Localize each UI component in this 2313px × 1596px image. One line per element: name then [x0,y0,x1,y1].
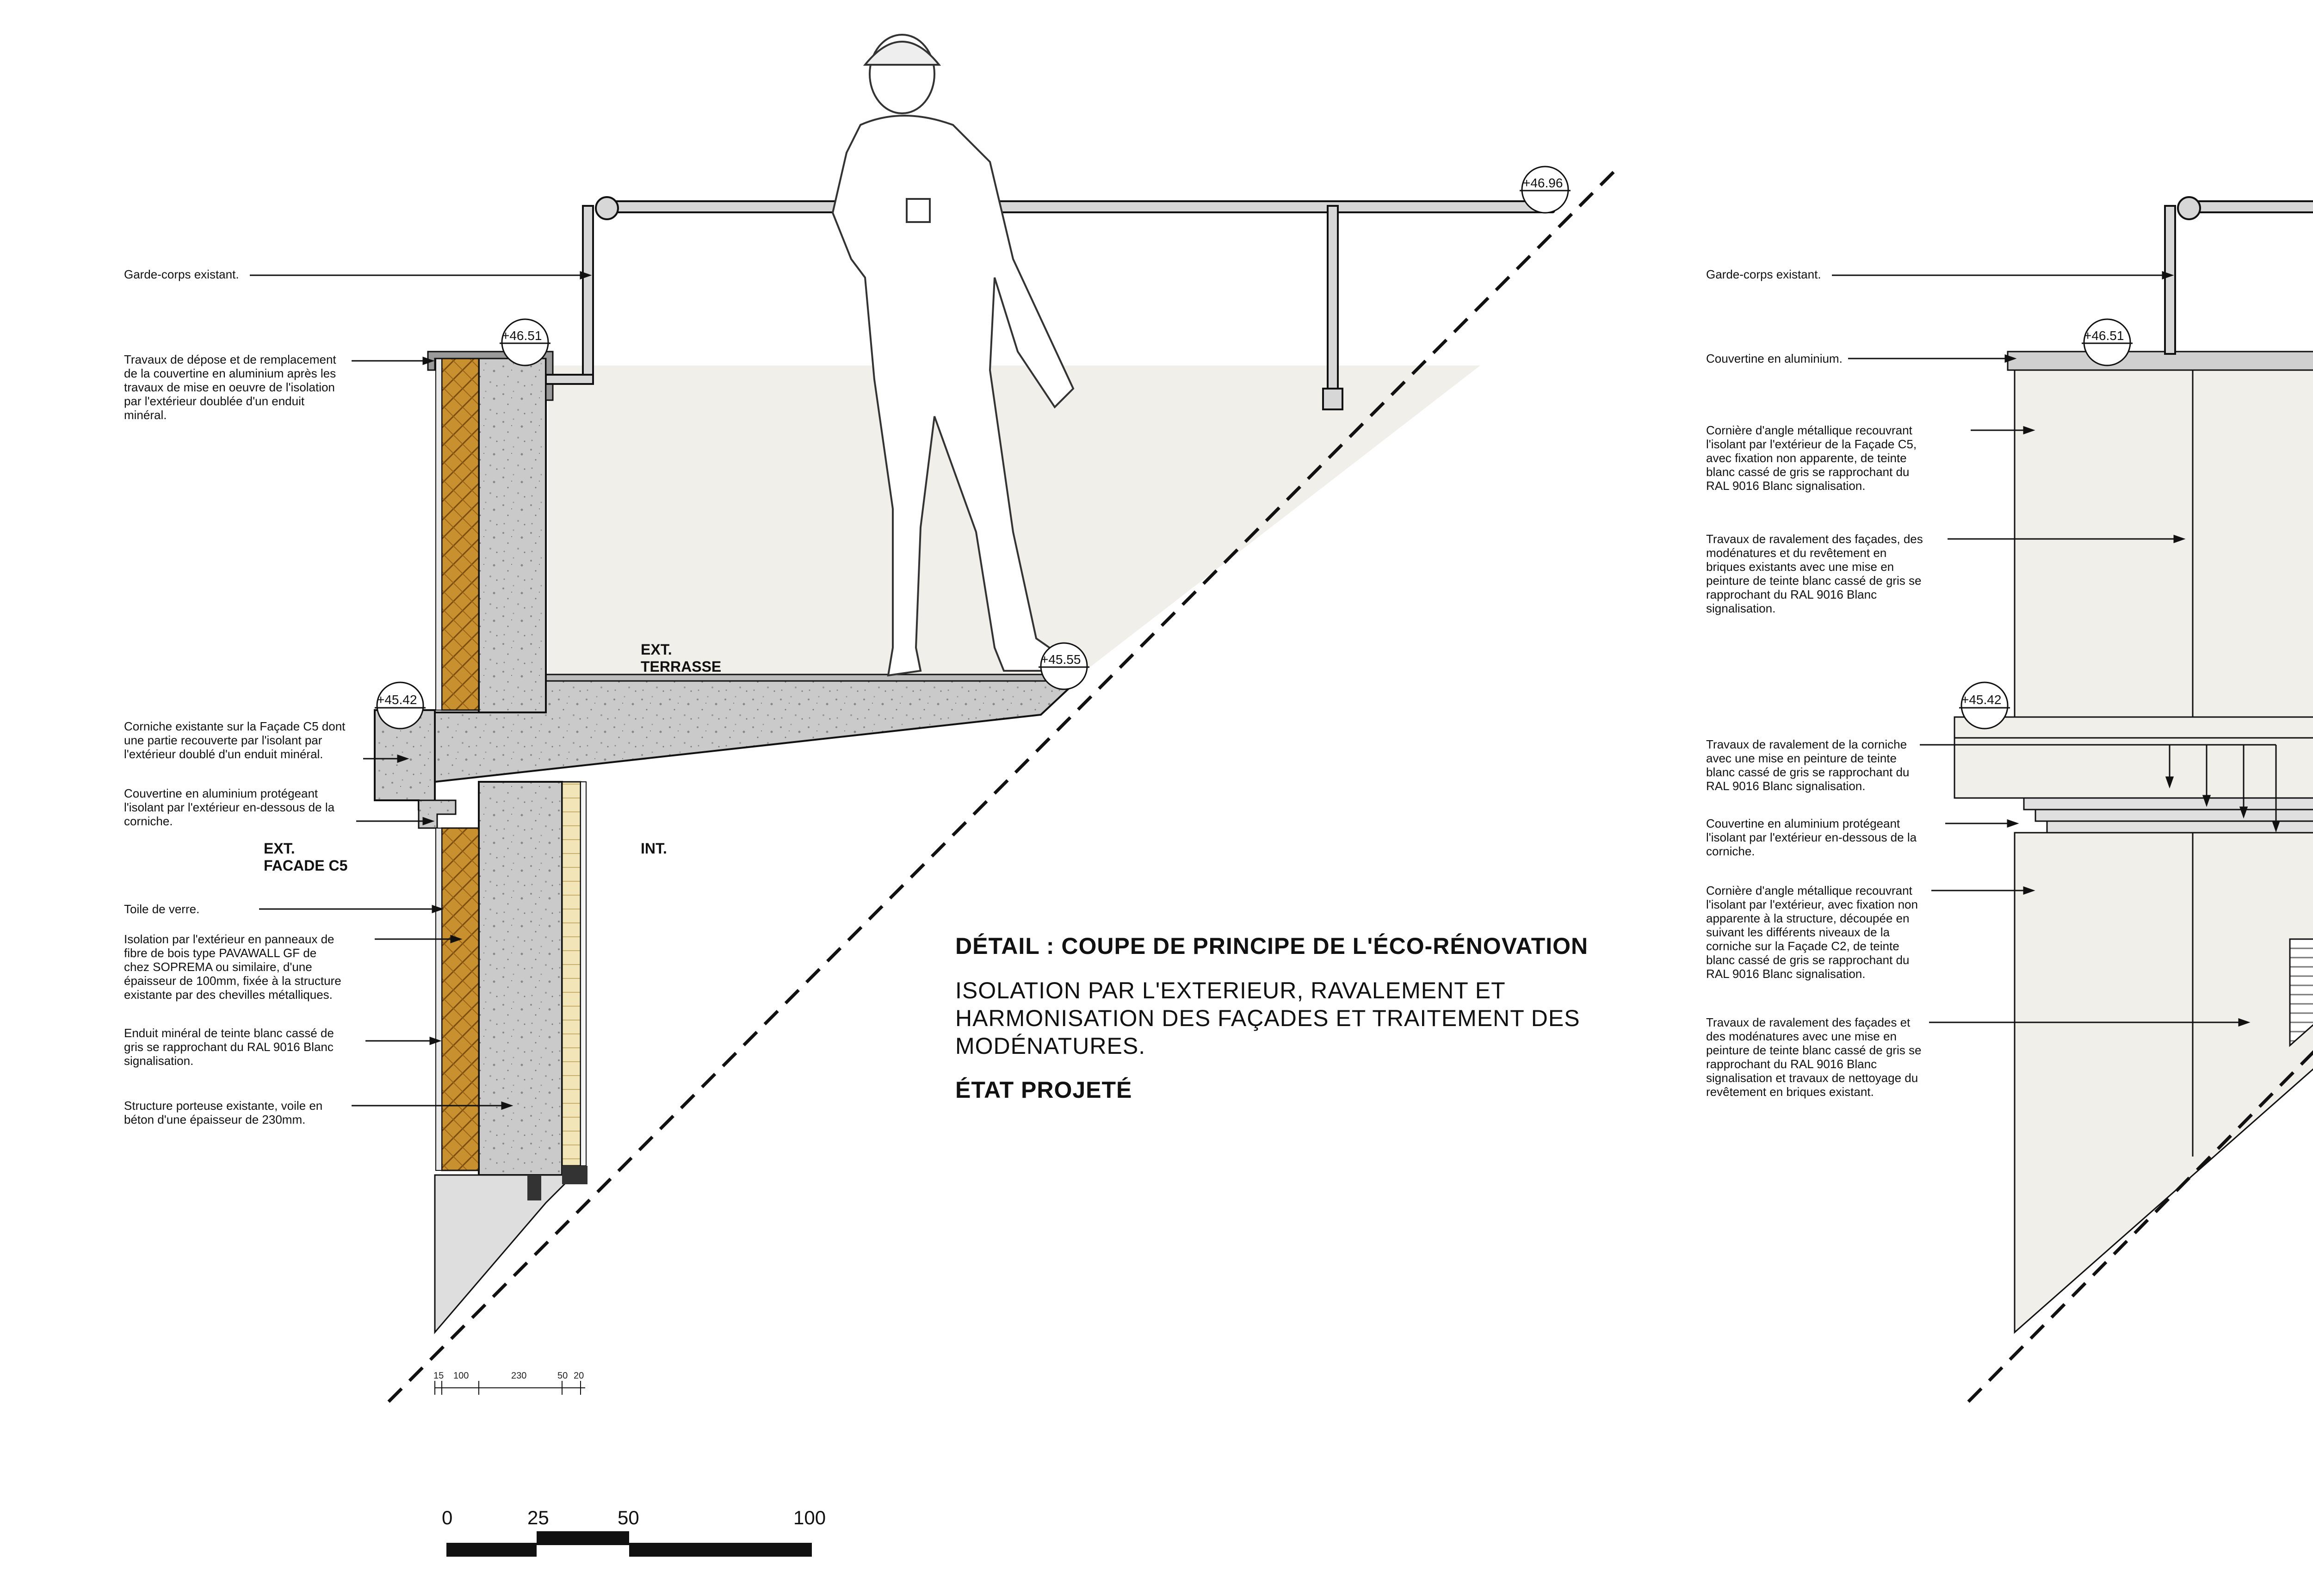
label-ext-terrasse-1: EXT. [641,641,672,658]
dimension-chain [433,1371,585,1395]
note-r-garde-corps: Garde-corps existant. [1706,267,1821,281]
corniche-step-2 [2035,810,2313,821]
facade-upper [2015,365,2313,717]
level-45-42-right: +45.42 [1961,693,2002,707]
dim-20: 20 [574,1371,584,1381]
note-garde-corps: Garde-corps existant. [124,267,239,281]
label-ext-terrasse-2: TERRASSE [641,658,722,675]
note-enduit: Enduit minéral de teinte blanc cassé de gris se rapprochant du RAL 9016 Blanc signalisation. [124,1026,334,1068]
corniche-step-1 [2024,798,2313,810]
title-block-left [955,932,1649,1103]
note-r-corniere: Cornière d'angle métallique recouvrant l'isolant par l'extérieur de la Façade C5, avec fixation non apparente, de teinte blanc cassé de gris se rapprochant du RAL 9016 Blanc signalisation. [1706,423,1917,493]
dim-230: 230 [511,1371,527,1381]
guardrail-right [2165,197,2313,354]
parapet-render [436,356,442,710]
scale-0: 0 [442,1507,453,1528]
parapet-concrete-wall [479,356,546,712]
scale-50: 50 [618,1507,639,1528]
note-r-ravalement-briques: Travaux de ravalement des façades et des modénatures avec une mise en peinture de teinte blanc cassé de gris se rapprochant du RAL 9016 Blanc signalisation et travaux de nettoyage du revêtement en briques existant. [1706,1015,1922,1099]
coping-right [2008,352,2313,370]
corniche-band-2 [1954,738,2313,798]
level-46-51: +46.51 [502,328,542,343]
title-left: DÉTAIL : COUPE DE PRINCIPE DE L'ÉCO-RÉNOVATION [955,933,1589,959]
corniche-band-1 [1954,717,2313,738]
parapet-insulation [442,356,479,710]
interior-lining [562,782,581,1166]
level-46-51-right: +46.51 [2084,328,2124,343]
lower-concrete-wall [479,782,562,1175]
ground-below [435,1175,574,1332]
note-structure: Structure porteuse existante, voile en béton d'une épaisseur de 230mm. [124,1099,323,1126]
note-r-corniere-c2: Cornière d'angle métallique recouvrant l'isolant par l'extérieur, avec fixation non apparente à la structure, découpée en suivant les différents niveaux de la corniche sur la Façade C2, de teinte blanc cassé de gris se rapprochant du RAL 9016 Blanc signalisation. [1706,884,1918,981]
section-detail [250,35,1571,1395]
lower-render [436,828,442,1170]
label-int: INT. [641,840,667,857]
scale-25: 25 [527,1507,549,1528]
note-couvertine-corniche: Couvertine en aluminium protégeant l'isolant par l'extérieur en-dessous de la corniche. [124,786,335,828]
note-couvertine-depose: Travaux de dépose et de remplacement de la couvertine en aluminium après les travaux de mise en oeuvre de l'isolation par l'extérieur doublée d'un enduit minéral. [124,353,336,422]
scale-bar [442,1507,826,1557]
base-metal-element-2 [562,1166,588,1184]
state-left: ÉTAT PROJETÉ [955,1077,1132,1103]
note-r-corniche: Travaux de ravalement de la corniche avec une mise en peinture de teinte blanc cassé de gris se rapprochant du RAL 9016 Blanc signalisation. [1706,737,1910,793]
base-metal-element [527,1175,541,1200]
note-isolation: Isolation par l'extérieur en panneaux de fibre de bois type PAVAWALL GF de chez SOPREMA ou similaire, d'une épaisseur de 100mm, fixée à la structure existante par des chevilles métalliques. [124,932,341,1002]
note-corniche-existante: Corniche existante sur la Façade C5 dont une partie recouverte par l'isolant par l'extérieur doublé d'un enduit minéral. [124,719,346,761]
dim-100: 100 [453,1371,469,1381]
lower-insulation [442,828,479,1170]
note-r-couvertine-corniche: Couvertine en aluminium protégeant l'isolant par l'extérieur en-dessous de la corniche. [1706,817,1917,858]
level-45-42: +45.42 [377,693,417,707]
facade-lower [2015,833,2313,1332]
elevation-detail [1832,35,2313,1332]
note-toile-de-verre: Toile de verre. [124,902,200,916]
note-r-ravalement: Travaux de ravalement des façades, des modénatures et du revêtement en briques existants avec une mise en peinture de teinte blanc cassé de gris se rapprochant du RAL 9016 Blanc signalisation. [1706,532,1923,615]
label-ext-facade-2: FACADE C5 [264,857,348,874]
label-ext-facade-1: EXT. [264,840,295,857]
dim-15: 15 [433,1371,444,1381]
note-r-couvertine: Couvertine en aluminium. [1706,352,1843,365]
interior-plaster [581,782,586,1166]
dim-50: 50 [557,1371,568,1381]
level-45-55: +45.55 [1041,652,1081,667]
scale-100: 100 [793,1507,826,1528]
subtitle-left: ISOLATION PAR L'EXTERIEUR, RAVALEMENT ET HARMONISATION DES FAÇADES ET TRAITEMENT DES MODÉNATURES. [955,977,1580,1059]
terrace-finish [546,674,1078,681]
level-46-96: +46.96 [1523,176,1563,190]
